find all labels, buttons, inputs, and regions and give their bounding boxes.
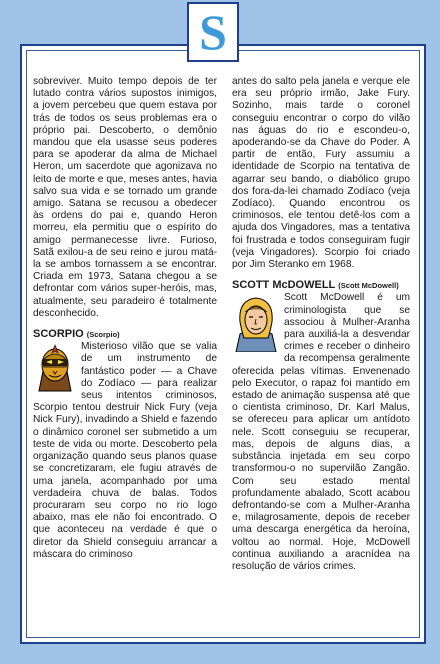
section-letter-box [187, 2, 239, 62]
scott-mcdowell-portrait-icon [232, 292, 280, 352]
scorpio-entry-heading [33, 328, 217, 341]
scorpio-portrait-icon [33, 341, 77, 395]
scott-mcdowell-entry-heading [232, 279, 410, 292]
scorpio-entry-text: Misterioso vilão que se valia de um instrumento de fantástico poder — a Chave do Zodíaco — para realizar seus intentos criminosos, Scorpio tentou destruir Nick Fury (veja Nick Fury), invadindo a Shield e fazendo o dinâmico coronel ser submetido a um teste de vida ou morte. Descoberto pela organização quando seus planos quase se concretizaram, ele fugiu através de uma janela, acompanhado por uma verdadeira chuva de balas. Todos procuraram seu corpo no rio logo abaixo, mas ele não foi encontrado. O que aconteceu na verdade é que o diretor da Shield conseguiu arrancar a máscara do criminoso [33, 341, 217, 560]
scorpio-entry-alias: (Scorpio) [86, 330, 120, 340]
scott-mcdowell-entry-alias: (Scott McDowell) [338, 281, 399, 291]
scorpio-entry-name: SCORPIO [33, 328, 84, 341]
satana-entry-continuation: sobreviver. Muito tempo depois de ter lutado contra vários supostos inimigos, a jovem percebeu que quem estava por trás de todos os seus problemas era o próprio pai. Descoberto, o demônio mandou que ela usasse seus poderes para se apoderar da alma de Michael Heron, um sacerdote que agonizava no leito de morte e que, meses antes, havia salvo sua vida e se tornado um grande amigo. Satana se recusou a obedecer às ordens do pai e, quando Heron morreu, ela permitiu que o espírito do amigo permanecesse livre. Furioso, Satã exilou-a de seu reino e jurou matá-la se ambos tornassem a se encontrar. Criada em 1973, Satana chegou a se defrontar com vários super-heróis, mas, atualmente, seu paradeiro é totalmente desconhecido. [33, 76, 217, 319]
right-column [232, 76, 410, 573]
section-letter: S [199, 4, 227, 60]
scott-mcdowell-entry-text: Scott McDowell é um criminologista que se associou à Mulher-Aranha para auxiliá-la a desvendar crimes e receber o dinheiro da recompensa geralmente oferecida pelas vítimas. Envenenado pelo Executor, o rapaz foi mantido em estado de animação suspensa até que o cientista criminoso, Dr. Karl Malus, se ofereceu para aplicar um antídoto nele. Scott conseguiu se recuperar, mas, depois de alguns dias, a substância injetada em seu corpo transformou-o no supervilão Zangão. Com seu estado mental profundamente abalado, Scott acabou defrontando-se com a Mulher-Aranha e, milagrosamente, depois de receber uma descarga energética da heroína, voltou ao normal. Hoje, McDowell continua auxiliando a aracnídea na resolução de vários crimes. [232, 292, 410, 572]
scott-mcdowell-entry-name: SCOTT McDOWELL [232, 279, 336, 292]
scorpio-entry-continuation: antes do salto pela janela e verque ele era seu próprio irmão, Jake Fury. Sozinho, mais tarde o coronel conseguiu encontrar o corpo do vilão nas águas do rio e escondeu-o, apoderando-se da Chave do Poder. A partir de então, Fury assumiu a identidade de Scorpio na tentativa de agarrar seu bando, o diabólico grupo dos fora-da-lei chamado Zodíaco (veja Zodíaco). Quando encontrou os criminosos, ele tentou detê-los com a ajuda dos Vingadores, mas a tentativa foi frustrada e todos conseguiram fugir (veja Vingadores). Scorpio foi criado por Jim Steranko em 1968. [232, 76, 410, 271]
left-column [33, 76, 217, 561]
